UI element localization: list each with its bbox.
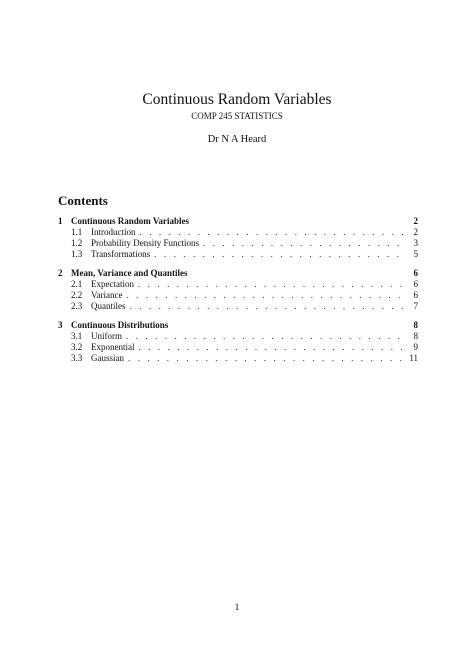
toc-subsection[interactable] — [58, 290, 418, 301]
subsection-number: 2.2 — [71, 290, 83, 300]
subsection-page: 2 — [413, 227, 418, 237]
page-number: 1 — [234, 603, 240, 613]
subsection-page: 8 — [413, 331, 418, 341]
document-author: Dr N A Heard — [207, 134, 267, 145]
dot-leader — [139, 342, 405, 353]
subsection-title: Transformations — [91, 249, 151, 259]
subsection-number: 3.3 — [71, 353, 83, 363]
section-title: Continuous Distributions — [71, 320, 169, 330]
toc-subsection[interactable] — [58, 249, 418, 260]
section-number: 2 — [58, 268, 63, 278]
subsection-title: Expectation — [91, 279, 134, 289]
subsection-page: 7 — [413, 301, 418, 311]
toc-subsection[interactable] — [58, 227, 418, 238]
dot-leader — [154, 249, 404, 260]
document-title: Continuous Random Variables — [142, 91, 332, 108]
contents-heading: Contents — [58, 193, 108, 208]
subsection-title: Introduction — [91, 227, 136, 237]
subsection-number: 2.1 — [71, 279, 83, 289]
subsection-title: Probability Density Functions — [91, 238, 199, 248]
document-subtitle: COMP 245 STATISTICS — [191, 111, 283, 121]
table-of-contents — [58, 216, 418, 364]
section-title: Mean, Variance and Quantiles — [71, 268, 188, 278]
section-number: 3 — [58, 320, 63, 330]
dot-leader — [203, 238, 404, 249]
toc-section[interactable] — [58, 216, 418, 227]
subsection-page: 3 — [413, 238, 418, 248]
subsection-number: 1.3 — [71, 249, 83, 259]
subsection-number: 1.2 — [71, 238, 83, 248]
dot-leader — [140, 227, 405, 238]
section-number: 1 — [58, 216, 63, 226]
toc-subsection[interactable] — [58, 238, 418, 249]
dot-leader — [128, 353, 404, 364]
subsection-page: 6 — [413, 290, 418, 300]
subsection-number: 2.3 — [71, 301, 83, 311]
toc-subsection[interactable] — [58, 301, 418, 312]
subsection-number: 3.2 — [71, 342, 83, 352]
subsection-title: Gaussian — [91, 353, 124, 363]
section-page: 6 — [413, 268, 418, 278]
subsection-page: 6 — [413, 279, 418, 289]
toc-subsection[interactable] — [58, 279, 418, 290]
section-page: 2 — [413, 216, 418, 226]
subsection-title: Exponential — [91, 342, 135, 352]
toc-section[interactable] — [58, 320, 418, 331]
toc-subsection[interactable] — [58, 331, 418, 342]
subsection-page: 11 — [409, 353, 418, 363]
toc-subsection[interactable] — [58, 353, 418, 364]
subsection-number: 1.1 — [71, 227, 83, 237]
subsection-title: Variance — [91, 290, 123, 300]
subsection-number: 3.1 — [71, 331, 83, 341]
subsection-title: Uniform — [91, 331, 122, 341]
toc-section[interactable] — [58, 268, 418, 279]
section-page: 8 — [413, 320, 418, 330]
subsection-page: 5 — [413, 249, 418, 259]
subsection-page: 9 — [413, 342, 418, 352]
dot-leader — [130, 301, 405, 312]
dot-leader — [138, 279, 404, 290]
subsection-title: Quantiles — [91, 301, 126, 311]
dot-leader — [126, 290, 404, 301]
section-title: Continuous Random Variables — [71, 216, 190, 226]
toc-subsection[interactable] — [58, 342, 418, 353]
dot-leader — [126, 331, 404, 342]
